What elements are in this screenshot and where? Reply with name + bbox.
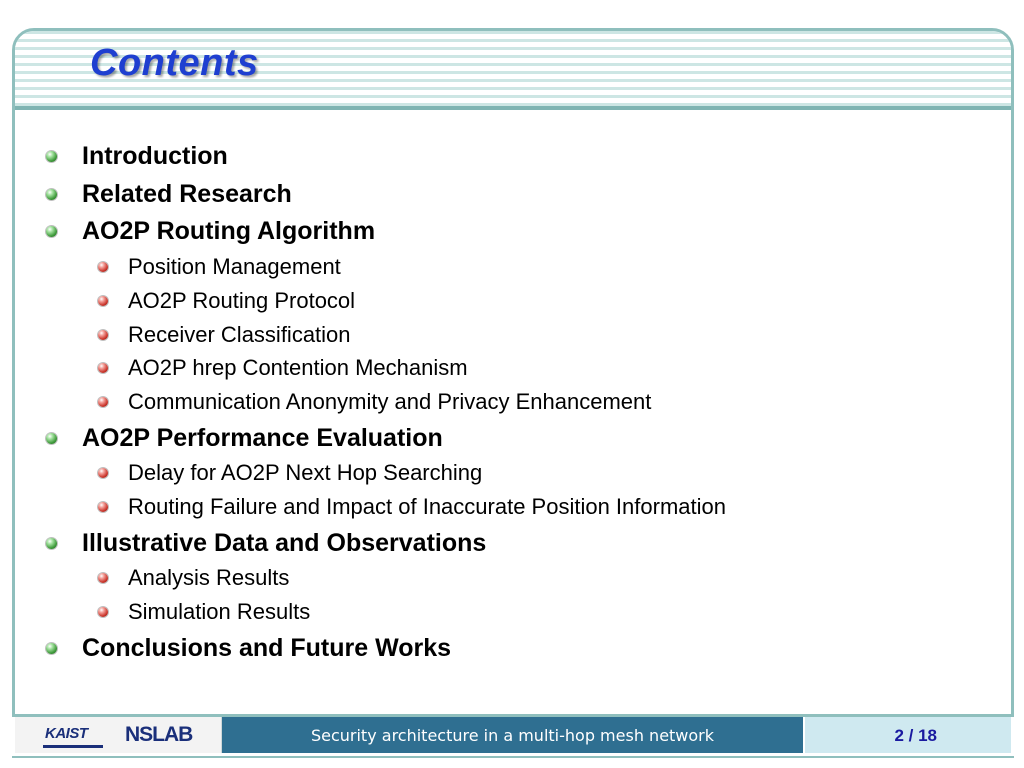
list-subitem-text: Analysis Results [128,565,290,590]
green-bullet-icon [46,538,57,549]
list-subitem [98,355,468,381]
list-subitem-text: Delay for AO2P Next Hop Searching [128,460,483,485]
footer-logos [15,717,223,753]
red-bullet-icon [98,296,108,306]
kaist-logo: KAIST [45,725,88,742]
list-subitem-text: Receiver Classification [128,322,351,347]
red-bullet-icon [98,607,108,617]
red-bullet-icon [98,262,108,272]
nslab-logo: NSLAB [125,723,193,746]
list-item-text: Illustrative Data and Observations [82,529,487,557]
list-subitem [98,565,289,591]
list-item [46,217,375,246]
list-item [46,180,292,209]
list-subitem [98,322,351,348]
list-item-text: Related Research [82,180,292,208]
list-item [46,529,486,558]
page-number-box [805,717,1011,753]
list-subitem-text: Routing Failure and Impact of Inaccurate Position Information [128,494,726,519]
list-item-text: Introduction [82,142,228,170]
green-bullet-icon [46,433,57,444]
red-bullet-icon [98,468,108,478]
red-bullet-icon [98,502,108,512]
list-item [46,424,443,453]
page-number: 2 / 18 [894,726,937,745]
list-item [46,634,451,663]
list-subitem-text: AO2P Routing Protocol [128,288,356,313]
list-subitem-text: Position Management [128,254,341,279]
green-bullet-icon [46,643,57,654]
slide-title: Contents [90,42,259,84]
green-bullet-icon [46,226,57,237]
green-bullet-icon [46,189,57,200]
red-bullet-icon [98,573,108,583]
footer-title: Security architecture in a multi-hop mesh network [222,717,803,753]
red-bullet-icon [98,363,108,373]
list-item-text: Conclusions and Future Works [82,634,452,662]
list-subitem [98,254,341,280]
list-subitem-text: Communication Anonymity and Privacy Enhancement [128,389,652,414]
list-subitem [98,460,482,486]
list-subitem [98,599,310,625]
list-item [46,142,228,171]
green-bullet-icon [46,151,57,162]
list-item-text: AO2P Performance Evaluation [82,424,443,452]
list-subitem [98,389,651,415]
red-bullet-icon [98,330,108,340]
list-subitem-text: AO2P hrep Contention Mechanism [128,355,468,380]
list-subitem [98,494,726,520]
kaist-logo-underline [43,745,103,748]
red-bullet-icon [98,397,108,407]
list-subitem-text: Simulation Results [128,599,311,624]
list-item-text: AO2P Routing Algorithm [82,217,376,245]
list-subitem [98,288,355,314]
